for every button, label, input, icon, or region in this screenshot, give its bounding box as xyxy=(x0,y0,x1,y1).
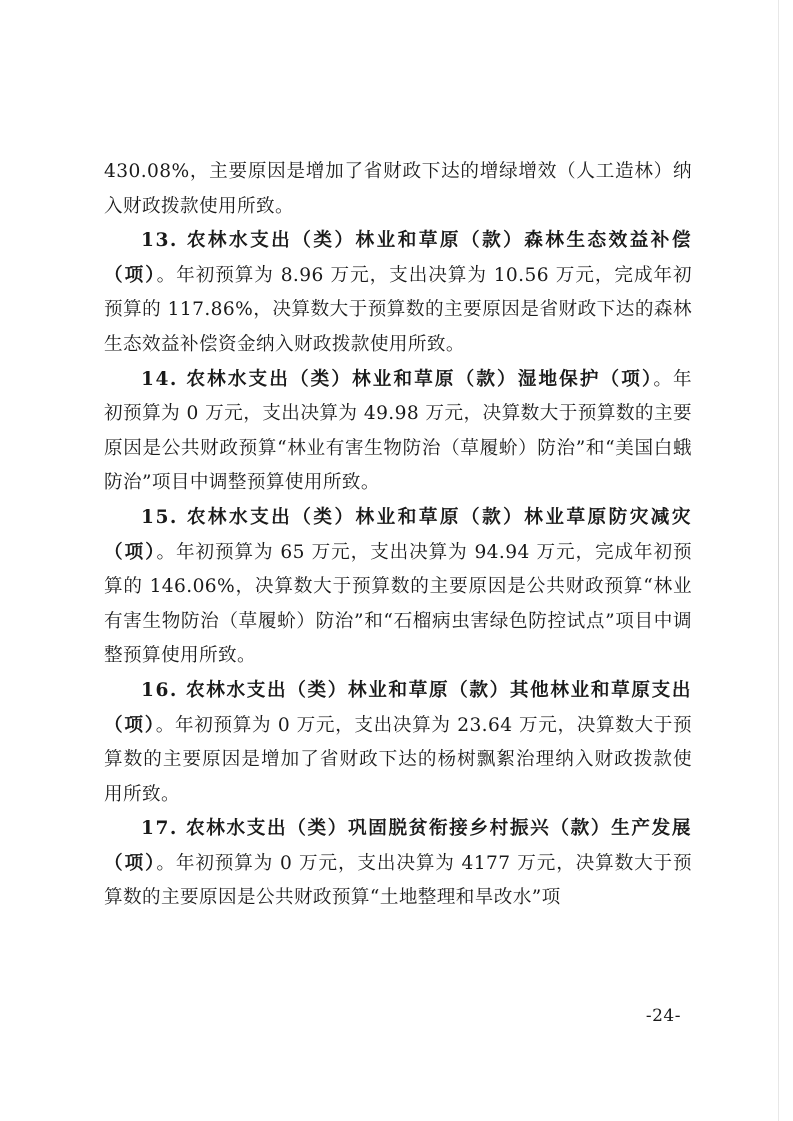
paragraph-text: 。年初预算为 8.96 万元，支出决算为 10.56 万元，完成年初预算的 117.86%，决算数大于预算数的主要原因是省财政下达的森林生态效益补偿资金纳入财政拨款使用所致。 xyxy=(104,264,693,355)
paragraph-item-13 xyxy=(104,224,692,362)
page-edge-divider xyxy=(778,0,779,1121)
paragraph-item-14 xyxy=(104,363,692,501)
paragraph-text: 。年初预算为 0 万元，支出决算为 4177 万元，决算数大于预算数的主要原因是公共财政预算“土地整理和旱改水”项 xyxy=(104,852,692,909)
document-body xyxy=(104,155,692,916)
paragraph-text: 。年初预算为 0 万元，支出决算为 23.64 万元，决算数大于预算数的主要原因是增加了省财政下达的杨树飘絮治理纳入财政拨款使用所致。 xyxy=(104,714,693,805)
paragraph-heading: 13. 农林水支出（类）林业和草原（款）森林生态效益补偿（项） xyxy=(104,230,692,286)
paragraph-heading: 17. 农林水支出（类）巩固脱贫衔接乡村振兴（款）生产发展（项） xyxy=(104,818,692,874)
paragraph-item-15 xyxy=(104,501,692,674)
paragraph-heading: 14. 农林水支出（类）林业和草原（款）湿地保护（项） xyxy=(141,368,654,390)
paragraph-item-17 xyxy=(104,812,692,916)
paragraph-text: 。年初预算为 0 万元，支出决算为 49.98 万元，决算数大于预算数的主要原因是公共财政预算“林业有害生物防治（草履蚧）防治”和“美国白蛾防治”项目中调整预算使用所致。 xyxy=(104,368,692,494)
paragraph-continuation xyxy=(104,155,692,224)
paragraph-item-16 xyxy=(104,674,692,812)
paragraph-text: 。年初预算为 65 万元，支出决算为 94.94 万元，完成年初预算的 146.06%，决算数大于预算数的主要原因是公共财政预算“林业有害生物防治（草履蚧）防治”和“石榴病虫害绿色防控试点”项目中调整预算使用所致。 xyxy=(104,541,693,667)
paragraph-heading: 15. 农林水支出（类）林业和草原（款）林业草原防灾减灾（项） xyxy=(104,506,692,563)
paragraph-text: 430.08%，主要原因是增加了省财政下达的增绿增效（人工造林）纳入财政拨款使用所致。 xyxy=(104,161,692,217)
paragraph-heading: 16. 农林水支出（类）林业和草原（款）其他林业和草原支出（项） xyxy=(104,679,692,736)
page-number: -24- xyxy=(645,1006,681,1026)
